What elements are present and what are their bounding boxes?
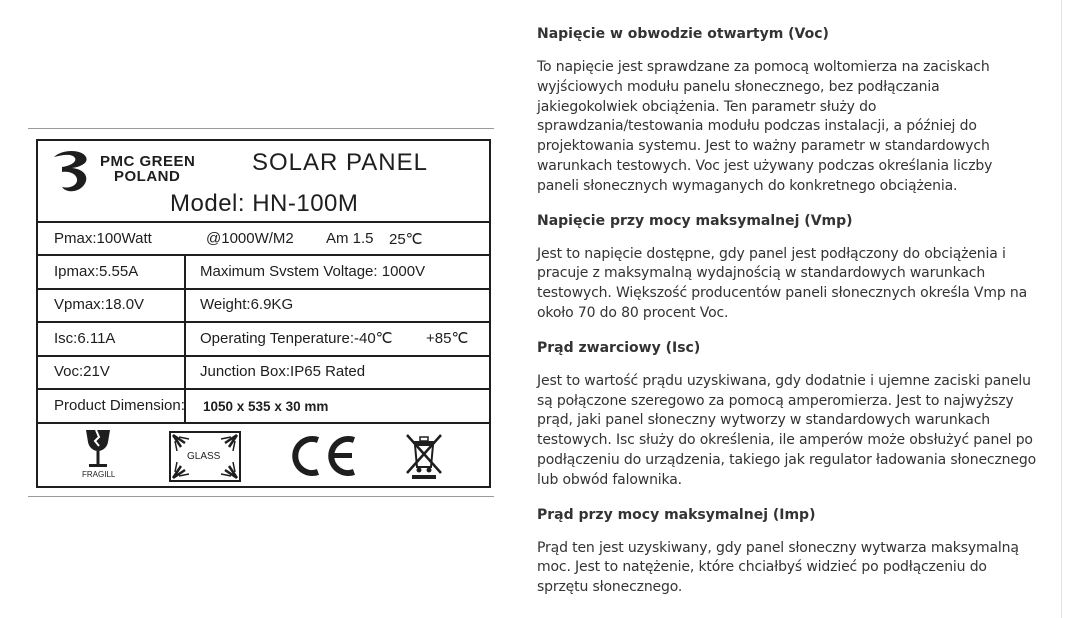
test-temperature: 25℃: [389, 231, 423, 248]
section-heading-isc: Prąd zwarciowy (Isc): [537, 339, 701, 356]
test-irradiance: @1000W/M2: [206, 230, 294, 247]
isc-value: Isc:6.11A: [54, 330, 116, 347]
max-system-voltage: Maximum Svstem Voltage: 1000V: [200, 263, 426, 280]
voc-value: Voc:21V: [54, 363, 110, 380]
section-text-voc: To napięcie jest sprawdzane za pomocą woltomierza na zaciskach wyjściowych modułu panelu słonecznego, bez podłączania jakiegokolwiek obciążenia. Ten parametr służy do sprawdzania/testowania modułu podczas instalacji, a później do projektowania systemu. Jest to ważny parametr w standardowych warunkach testowych. Voc jest używany podczas określania liczby paneli słonecznych wymaganych do konkretnego obciążenia.: [537, 59, 993, 194]
brand-name-line2: POLAND: [114, 168, 181, 185]
row-divider: [38, 388, 489, 390]
dimension-value: 1050 x 535 x 30 mm: [203, 399, 329, 414]
section-text-imp: Prąd ten jest uzyskiwany, gdy panel słoneczny wytwarza maksymalną moc. Jest to natężenie, które chciałbyś widzieć po podłączeniu do sprzętu słonecznego.: [537, 539, 1019, 596]
weee-bin-icon: [404, 432, 444, 480]
section-heading-imp: Prąd przy mocy maksymalnej (Imp): [537, 506, 816, 523]
product-label-image: [28, 128, 494, 500]
product-description: [537, 24, 1037, 612]
operating-temperature: Operating Tenperature:-40℃: [200, 330, 393, 347]
row-divider: [38, 221, 489, 223]
air-mass: Am 1.5: [326, 230, 374, 247]
fragile-glass-icon: [80, 428, 116, 470]
row-divider: [38, 321, 489, 323]
solar-panel-nameplate: [36, 139, 491, 488]
fragile-label: FRAGILL: [82, 470, 116, 479]
model-number: Model: HN-100M: [170, 190, 359, 217]
page-divider: [1061, 0, 1062, 618]
section-heading-vmp: Napięcie przy mocy maksymalnej (Vmp): [537, 212, 853, 229]
row-divider: [38, 254, 489, 256]
junction-box-rating: Junction Box:IP65 Rated: [200, 363, 366, 380]
section-text-isc: Jest to wartość prądu uzyskiwana, gdy dodatnie i ujemne zaciski panelu są połączone szeregowo za pomocą amperomierza. Jest to najwyższy prąd, jaki panel słoneczny wytworzy w standardowych warunkach testowych. Isc służy do określenia, ile amperów może obsłużyć panel po podłączeniu do urządzenia, takiego jak regulator ładowania słonecznego lub obwód falownika.: [537, 372, 1036, 488]
glass-label: GLASS: [187, 451, 221, 462]
brand-name-line1: PMC GREEN: [100, 153, 196, 170]
dimension-label: Product Dimension:: [54, 397, 185, 414]
image-bottom-rule: [28, 496, 494, 497]
ipmax-value: Ipmax:5.55A: [54, 263, 139, 280]
weight-value: Weight:6.9KG: [200, 296, 294, 313]
row-divider: [38, 355, 489, 357]
row-divider: [38, 288, 489, 290]
label-title: SOLAR PANEL: [252, 149, 428, 176]
pmax-value: Pmax:100Watt: [54, 230, 152, 247]
glass-symbol: [169, 431, 241, 482]
ce-mark-icon: [288, 434, 358, 478]
certification-symbols: [38, 424, 489, 486]
vpmax-value: Vpmax:18.0V: [54, 296, 145, 313]
image-top-rule: [28, 128, 494, 129]
pmc-logo-icon: [50, 147, 100, 195]
operating-temperature-max: +85℃: [426, 330, 469, 347]
section-heading-voc: Napięcie w obwodzie otwartym (Voc): [537, 26, 829, 42]
section-text-vmp: Jest to napięcie dostępne, gdy panel jest podłączony do obciążenia i pracuje z maksymalną wydajnością w standardowych warunkach testowych. Większość producentów paneli słonecznych określa Vmp na około 70 do 80 procent Voc.: [537, 245, 1028, 321]
